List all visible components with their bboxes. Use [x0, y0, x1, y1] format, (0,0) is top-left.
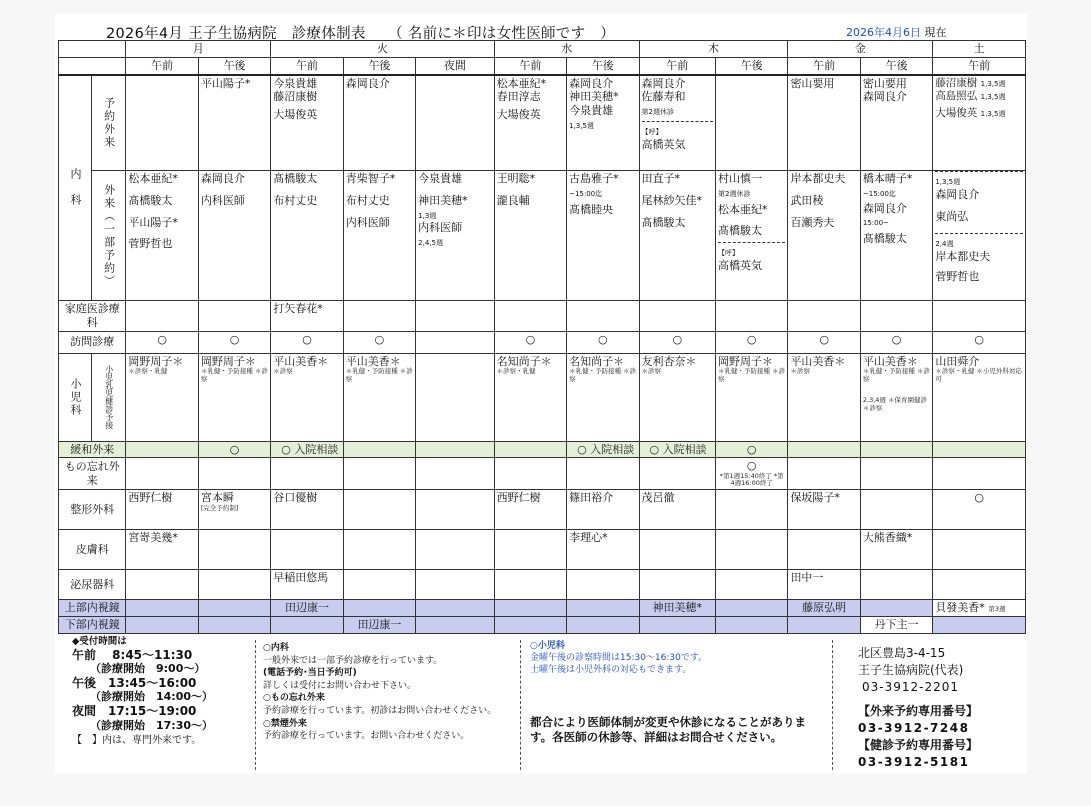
homon-mark: ○: [494, 331, 566, 353]
doctor-name: 森岡良介: [345, 76, 390, 90]
doctor-name: 宮嵜美幾*: [126, 530, 198, 570]
doctor-name: 大熊香織*: [860, 530, 932, 570]
day-thu: 木: [639, 41, 788, 58]
kanwa-consult: ○ 入院相談: [639, 441, 715, 458]
shoni-note-block: [530, 640, 707, 676]
doctor-name: 打矢春花*: [273, 302, 323, 315]
row-hifu: [59, 530, 1026, 570]
doctor-name: 王明聡*: [496, 172, 536, 185]
call-note: 【呼】: [718, 249, 739, 257]
doctor-name: 密山要用: [790, 76, 835, 90]
doctor-name: 平山陽子*: [128, 215, 178, 229]
day-mon: 月: [126, 41, 271, 58]
dept-hifu: 皮膚科: [59, 530, 126, 570]
dept-katei: 家庭医診療科: [59, 301, 126, 332]
doctor-name: 春田淳志: [496, 90, 541, 104]
doctor-name: 髙橋駿太: [718, 224, 762, 238]
dept-shoni: [59, 353, 92, 441]
hours-am: 午前 8:45～11:30: [72, 647, 193, 662]
as-of-date-value: 2026年4月6日: [846, 26, 921, 39]
row-hinyo: [59, 570, 1026, 600]
doctor-name: 布村丈史: [345, 193, 390, 207]
dept-shoni-sub: [92, 353, 126, 441]
doctor-name: 平山陽子*: [200, 76, 251, 90]
day-fri: 金: [788, 41, 933, 58]
doctor-name: 岡野周子＊: [718, 354, 773, 368]
divider: [935, 171, 1023, 172]
row-joubu: [59, 600, 1026, 617]
doctor-name: 今泉貴雄: [418, 172, 463, 185]
dept-joubu: 上部内視鏡: [59, 600, 126, 617]
naika-note-3: 詳しくは受付にお問い合わせ下さい。: [263, 680, 417, 691]
slot-night: 夜間: [416, 57, 495, 74]
doctor-name: 大場俊英: [935, 106, 978, 119]
doctor-name: 西野仁樹: [494, 490, 566, 530]
doctor-name: 内科医師: [200, 193, 245, 207]
week-note: 2,4,5週: [418, 239, 443, 247]
day-wed: 水: [494, 41, 639, 58]
week-note: 1,3週: [418, 211, 437, 220]
doctor-name: 森岡良介: [862, 201, 907, 215]
time-note: ~15:00迄: [862, 189, 896, 198]
doctor-name: 佐藤寿和: [641, 90, 686, 104]
slot-am: 午前: [271, 57, 343, 74]
sat-am-doctor: [935, 107, 1023, 120]
hours-am-start: （診療開始 9:00～）: [90, 662, 206, 676]
homon-mark: ○: [639, 331, 715, 353]
service-note: ＊診察: [641, 367, 662, 376]
yoyaku-label: 【外来予約専用番号】: [858, 704, 979, 719]
homon-mark: ○: [126, 331, 198, 353]
doctor-name: 岡野周子＊: [128, 354, 184, 368]
dept-seikei: 整形外科: [59, 490, 126, 530]
kenshin-label: 【健診予約専用番号】: [858, 737, 979, 752]
dept-yoyaku-label: 予約外来: [102, 96, 116, 149]
kin-note-1: 予約診療を行っています。お問い合わせください。: [263, 731, 470, 742]
sat-am-doctor: [935, 90, 1023, 103]
doctor-name: 内科医師: [418, 221, 463, 235]
doctor-name: 今泉貴雄: [569, 104, 614, 117]
service-note: [完全予約制]: [200, 504, 239, 512]
week-note: 1,3,5週: [980, 79, 1006, 88]
doctor-name: 神田美穂*: [639, 600, 715, 617]
dept-yoyaku: [92, 75, 126, 171]
doctor-name: 森岡良介: [935, 187, 980, 201]
slot-pm: 午後: [860, 57, 932, 74]
as-of-date-suffix: 現在: [924, 26, 947, 39]
divider: [935, 233, 1023, 234]
divider: [718, 242, 785, 243]
divider: [642, 121, 713, 122]
closed-note: 第2週休診: [641, 108, 674, 116]
kanwa-consult: ○ 入院相談: [567, 441, 639, 458]
doctor-name: 宮本瞬: [200, 491, 234, 505]
shoni-note-1: 金曜午後の診察時間は15:30～16:30です。: [530, 653, 708, 664]
dept-monowasure: もの忘れ外来: [59, 458, 126, 490]
doctor-name: 青柴智子*: [345, 172, 396, 185]
doctor-name: 内科医師: [345, 215, 390, 229]
service-note: ＊診察・乳健: [128, 367, 168, 376]
doctor-name: 森岡良介: [569, 76, 614, 90]
slot-am: 午前: [126, 57, 198, 74]
doctor-name: 松本亜紀*: [718, 202, 768, 216]
homon-mark: ○: [933, 331, 1026, 353]
doctor-name: 西野仁樹: [126, 490, 198, 530]
shoni-note-title: ○小児科: [530, 641, 565, 651]
bracket-note: 【 】内は、専門外来です。: [72, 735, 202, 747]
doctor-name: 百瀬秀夫: [790, 215, 835, 229]
day-sat: 土: [933, 41, 1026, 58]
hours-pm-start: （診療開始 14:00～）: [90, 690, 214, 704]
doctor-name: 菅野哲也: [128, 237, 173, 251]
doctor-name: 神田美穂*: [418, 193, 468, 207]
doctor-name: 髙橋駿太: [641, 215, 686, 229]
dept-kabu: 下部内視鏡: [59, 617, 126, 634]
kanwa-mark: ○: [716, 441, 788, 458]
homon-mark: ○: [343, 331, 415, 353]
slot-am: 午前: [494, 57, 566, 74]
time-note: ~15:00迄: [569, 189, 603, 198]
call-note: 【呼】: [641, 127, 663, 136]
week-note: 1,3,5週: [980, 109, 1006, 118]
week-note: 2,4週: [935, 240, 954, 249]
schedule-table: [58, 40, 1026, 634]
doctor-name: 李理心*: [567, 530, 639, 570]
hospital-name: 王子生協病院(代表): [858, 662, 964, 677]
slot-pm: 午後: [716, 57, 788, 74]
closed-note: 第2週休診: [718, 189, 751, 198]
row-homon: [59, 331, 1026, 353]
main-tel: 03-3912-2201: [862, 679, 960, 694]
service-note: ＊診察・乳健 ＊小児外科対応可: [935, 367, 1022, 383]
doctor-name: 武田稜: [790, 193, 824, 207]
row-naika-yoyaku: [59, 75, 1026, 171]
doctor-name: 大場俊英: [273, 108, 318, 121]
doctor-name: 藤沼康樹: [273, 90, 318, 104]
footer-separator: [255, 640, 256, 770]
day-header-row: [59, 41, 1026, 58]
service-note: ＊乳健・予防接種 ＊診察: [718, 367, 786, 383]
doctor-name: 髙橋駿太: [862, 232, 907, 245]
doctor-name: 神田美穂*: [569, 90, 619, 104]
dept-shoni-label: 小児科: [68, 377, 82, 417]
doctor-name: 東尚弘: [935, 209, 969, 223]
dept-naika: [59, 75, 92, 301]
dept-naika-label: 内 科: [68, 168, 82, 208]
doctor-name: 貝發美香*: [935, 601, 985, 615]
doctor-name: 森岡良介: [641, 76, 686, 90]
doctor-name: 早稲田悠馬: [271, 570, 343, 600]
doctor-name: 松本亜紀*: [496, 76, 547, 90]
doctor-name: 尾林紗矢佳*: [641, 193, 703, 207]
shoni-note-2: 土曜午後は小児外科の対応もできます。: [530, 665, 692, 676]
slot-pm: 午後: [343, 57, 415, 74]
doctor-name: 髙橋睦央: [569, 202, 614, 216]
page-title: 2026年4月 王子生協病院 診療体制表 （ 名前に＊印は女性医師です ）: [106, 26, 615, 42]
kanwa-consult: ○ 入院相談: [271, 441, 343, 458]
kin-note-title: ○禁煙外来: [263, 718, 307, 729]
doctor-name: 高島照弘: [935, 89, 978, 102]
slot-pm: 午後: [567, 57, 639, 74]
dept-homon: 訪問診療: [59, 331, 126, 353]
doctor-name: 松本亜紀*: [128, 172, 178, 185]
doctor-name: 平山美香＊: [862, 354, 918, 368]
doctor-name: 谷口優樹: [271, 490, 343, 530]
doctor-name: 友利杏奈＊: [641, 354, 697, 368]
seikei-mark: ○: [933, 490, 1026, 530]
week-note: 1,3,5週: [980, 92, 1006, 101]
doctor-name: 布村丈史: [273, 193, 318, 207]
naika-note-title: ○内科: [263, 643, 289, 653]
week-note: 1,3,5週: [935, 178, 961, 186]
homon-mark: ○: [567, 331, 639, 353]
doctor-name: 名知尚子＊: [569, 354, 625, 368]
doctor-name: 平山美香＊: [273, 354, 329, 368]
as-of-date: [846, 24, 947, 40]
yoyaku-tel: 03-3912-7248: [858, 721, 970, 736]
doctor-name: 瀧良輔: [496, 193, 530, 207]
footer-separator: [832, 640, 833, 770]
homon-mark: ○: [716, 331, 788, 353]
slot-am: 午前: [933, 57, 1026, 74]
doctor-name: 橋本晴子*: [862, 172, 913, 185]
slot-am: 午前: [639, 57, 715, 74]
doctor-name: 古島雅子*: [569, 172, 619, 185]
row-kanwa: [59, 441, 1026, 458]
mono-note-1: 予約診療を行っています。初診はお問い合わせください。: [263, 705, 497, 716]
doctor-name: 平山美香＊: [790, 354, 846, 368]
doctor-name: 田辺康一: [271, 600, 343, 617]
doctor-name: 今泉貴雄: [273, 76, 318, 90]
doctor-name: 髙橋駿太: [273, 172, 318, 185]
doctor-name: 密山要用: [862, 76, 907, 90]
row-kabu: [59, 617, 1026, 634]
doctor-name: 岡野周子＊: [200, 354, 256, 368]
doctor-name: 田中一: [788, 570, 860, 600]
doctor-name: 山田舜介: [935, 354, 980, 368]
day-tue: 火: [271, 41, 494, 58]
doctor-name: 丹下主一: [860, 617, 932, 634]
doctor-name: 茂呂徹: [639, 490, 715, 530]
dept-gairai: [92, 171, 126, 301]
dept-kanwa: 緩和外来: [59, 441, 126, 458]
dept-hinyo: 泌尿器科: [59, 570, 126, 600]
naika-note-2: (電話予約･当日予約可): [263, 668, 357, 679]
service-note: ＊乳健・予防接種 ＊診察: [200, 367, 268, 383]
week-note: 1,3,5週: [569, 121, 594, 130]
doctor-name: 菅野哲也: [935, 269, 980, 283]
monowasure-mark: ○: [746, 459, 757, 473]
sat-am-doctor: [935, 77, 1023, 90]
doctor-name: 保坂陽子*: [788, 490, 860, 530]
doctor-name: 大場俊英: [496, 108, 541, 121]
doctor-name: 藤原弘明: [788, 600, 860, 617]
mono-note-title: ○もの忘れ外来: [263, 693, 325, 704]
naika-note-1: 一般外来では一部予約診療を行っています。: [263, 655, 443, 666]
homon-mark: ○: [198, 331, 270, 353]
time-note: 15:00~: [862, 219, 889, 228]
doctor-name: 岸本都史夫: [935, 250, 991, 263]
doctor-name: 岸本都史夫: [790, 172, 846, 185]
service-note: ＊乳健・予防接種 ＊診察: [569, 367, 637, 383]
doctor-name: 森岡良介: [862, 90, 907, 104]
doctor-name: 村山慎一: [718, 172, 762, 185]
homon-mark: ○: [860, 331, 932, 353]
notes-block: [263, 642, 496, 743]
doctor-name: 森岡良介: [200, 172, 245, 185]
slot-pm: 午後: [198, 57, 270, 74]
row-monowasure: [59, 458, 1026, 490]
service-note: ＊乳健・予防接種 ＊診察: [862, 367, 930, 383]
kenshin-tel: 03-3912-5181: [858, 754, 970, 769]
hours-title: ◆受付時間は: [72, 636, 127, 647]
hours-pm: 午後 13:45～16:00: [72, 675, 197, 690]
doctor-name: 高橋英気: [641, 137, 686, 151]
doctor-name: 平山美香＊: [345, 354, 401, 368]
homon-mark: ○: [271, 331, 343, 353]
slot-header-row: [59, 57, 1026, 74]
dept-gairai-label: 外来（一部予約）: [102, 183, 116, 288]
doctor-name: 名知尚子＊: [496, 354, 552, 368]
service-note: *第1週15:40終了 *第4週16:00終了: [719, 472, 784, 488]
week-note: 第3週: [988, 605, 1006, 614]
service-note: ＊診察: [790, 367, 810, 376]
address: 北区豊島3-4-15: [858, 646, 946, 660]
notice: 都合により医師体制が変更や休診になることがあります。各医師の休診等、詳細はお問合せください。: [530, 715, 806, 744]
doctor-name: 田辺康一: [343, 617, 415, 634]
dept-shoni-sub-label: 小児乳児健診予接: [104, 365, 114, 429]
hours-block: [72, 636, 213, 750]
doctor-name: 高橋英気: [718, 258, 762, 272]
doctor-name: 髙橋駿太: [128, 193, 173, 207]
hours-night-start: （診療開始 17:30～）: [90, 718, 214, 732]
row-seikei: [59, 490, 1026, 530]
service-note: 2,3,4週 ＊保育園健診 ＊診察: [862, 396, 927, 412]
homon-mark: ○: [788, 331, 860, 353]
footer-separator: [520, 640, 521, 770]
service-note: ＊診察・乳健: [496, 367, 536, 376]
service-note: ＊診察: [273, 367, 293, 376]
row-shoni: [59, 353, 1026, 441]
doctor-name: 藤沼康樹: [935, 76, 978, 89]
doctor-name: 田直子*: [641, 172, 681, 185]
hours-night: 夜間 17:15～19:00: [72, 703, 197, 718]
row-katei: [59, 301, 1026, 332]
contact-block: [858, 645, 978, 771]
doctor-name: 篠田裕介: [567, 490, 639, 530]
service-note: ＊乳健・予防接種 ＊診察: [345, 367, 413, 383]
kanwa-mark: ○: [198, 441, 270, 458]
slot-am: 午前: [788, 57, 860, 74]
row-naika-gairai: [59, 171, 1026, 301]
